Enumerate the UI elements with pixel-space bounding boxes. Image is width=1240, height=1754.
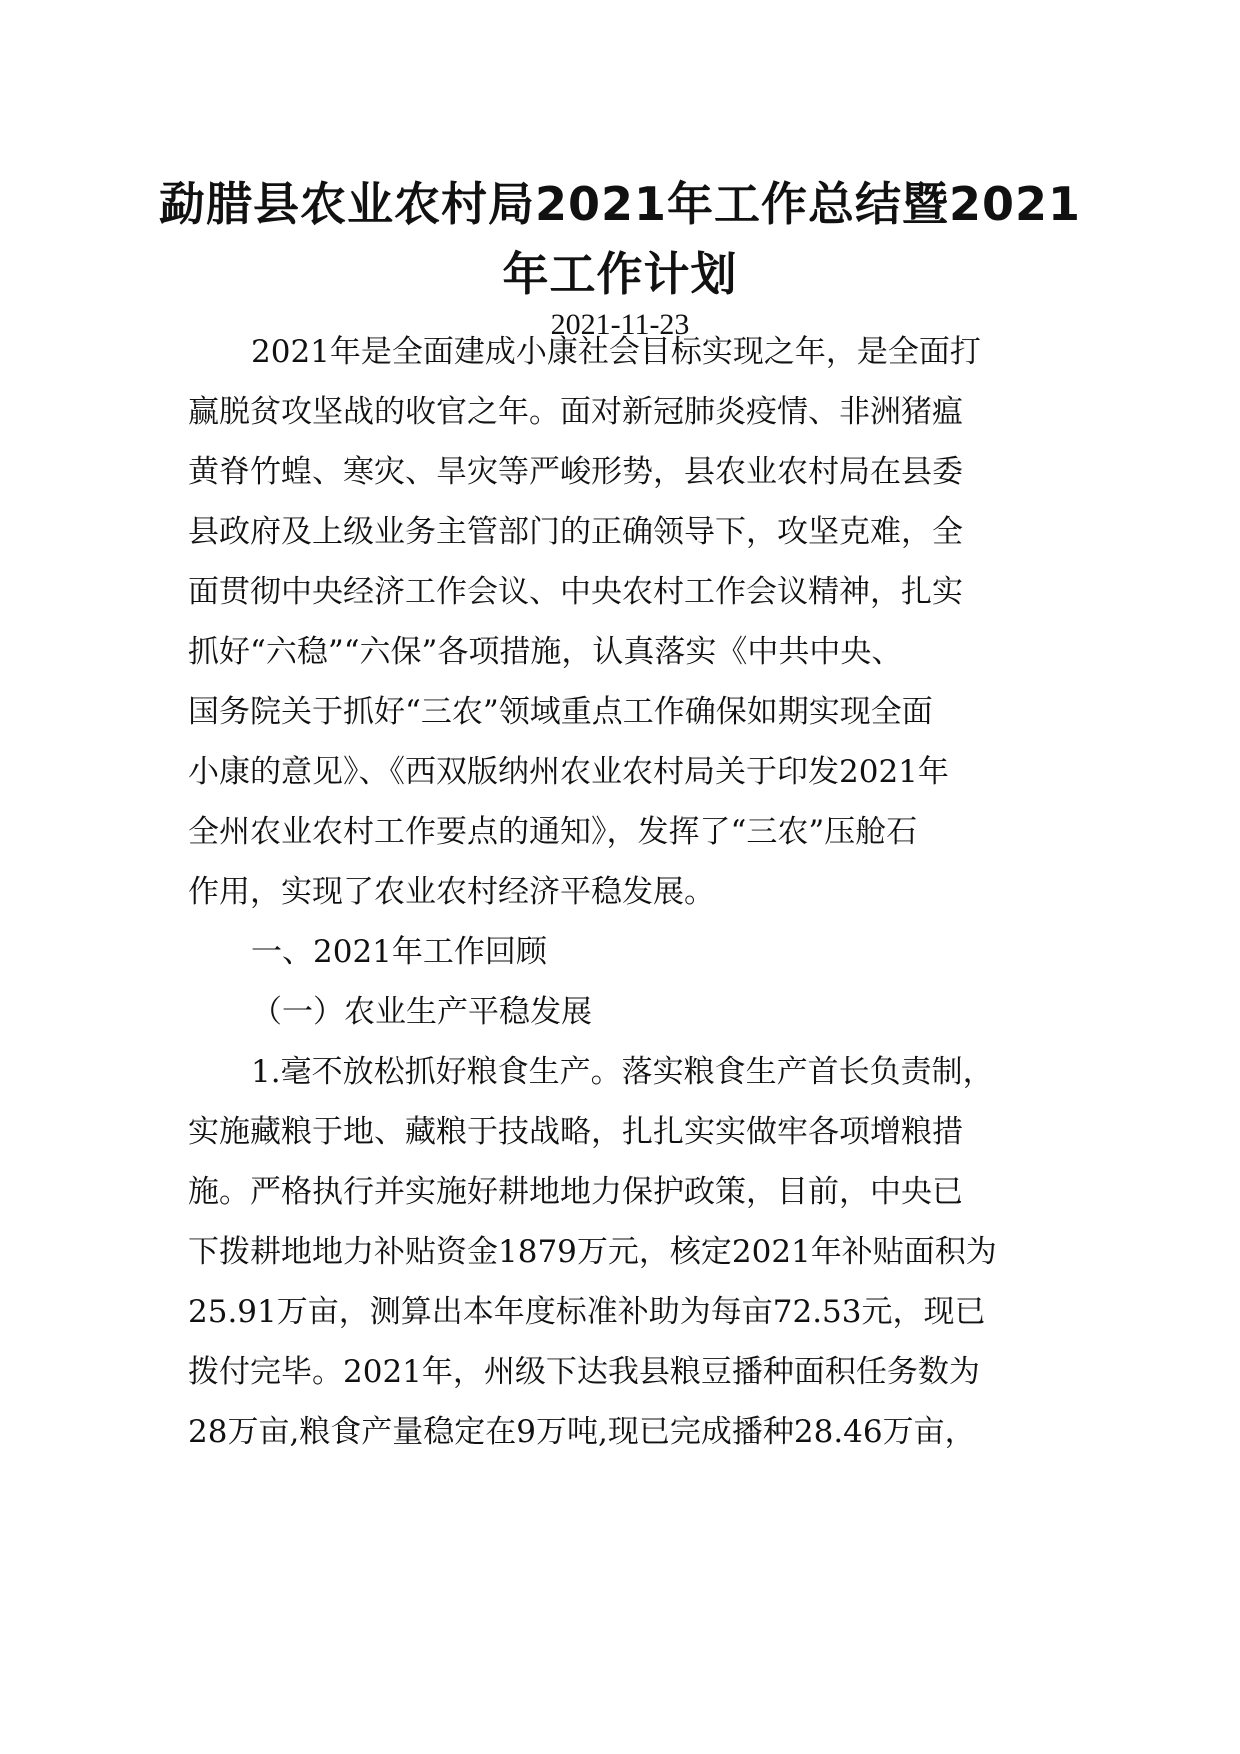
text-line: 黄脊竹蝗、寒灾、旱灾等严峻形势，县农业农村局在县委 [188,454,963,490]
text-line: 抓好“六稳”“六保”各项措施，认真落实《中共中央、 [188,634,903,670]
text-line: 拨付完毕。2021年，州级下达我县粮豆播种面积任务数为 [188,1354,980,1390]
document-date: 2021-11-23 [550,308,690,341]
document-title-line-2: 年工作计划 [502,247,738,301]
text-line: 28万亩,粮食产量稳定在9万吨,现已完成播种28.46万亩， [188,1414,976,1450]
text-line: 全州农业农村工作要点的通知》，发挥了“三农”压舱石 [188,814,918,850]
text-line: 小康的意见》、《西双版纳州农业农村局关于印发2021年 [188,754,949,790]
text-line: 面贯彻中央经济工作会议、中央农村工作会议精神，扎实 [188,574,963,610]
text-line: 2021年是全面建成小康社会目标实现之年，是全面打 [251,334,981,370]
text-line: 25.91万亩，测算出本年度标准补助为每亩72.53元，现已 [188,1294,986,1330]
section-heading: 一、2021年工作回顾 [251,934,547,970]
text-line: 下拨耕地地力补贴资金1879万元，核定2021年补贴面积为 [188,1234,997,1270]
text-line: 1.毫不放松抓好粮食生产。落实粮食生产首长负责制， [251,1054,994,1090]
document-title-line-1: 勐腊县农业农村局2021年工作总结暨2021 [158,177,1082,231]
text-line: 国务院关于抓好“三农”领域重点工作确保如期实现全面 [188,694,933,730]
subsection-heading: （一）农业生产平稳发展 [251,994,592,1030]
text-line: 实施藏粮于地、藏粮于技战略，扎扎实实做牢各项增粮措 [188,1114,963,1150]
text-line: 赢脱贫攻坚战的收官之年。面对新冠肺炎疫情、非洲猪瘟 [188,394,963,430]
text-line: 作用，实现了农业农村经济平稳发展。 [188,874,715,910]
text-line: 施。严格执行并实施好耕地地力保护政策，目前，中央已 [188,1174,963,1210]
text-line: 县政府及上级业务主管部门的正确领导下，攻坚克难，全 [188,514,963,550]
